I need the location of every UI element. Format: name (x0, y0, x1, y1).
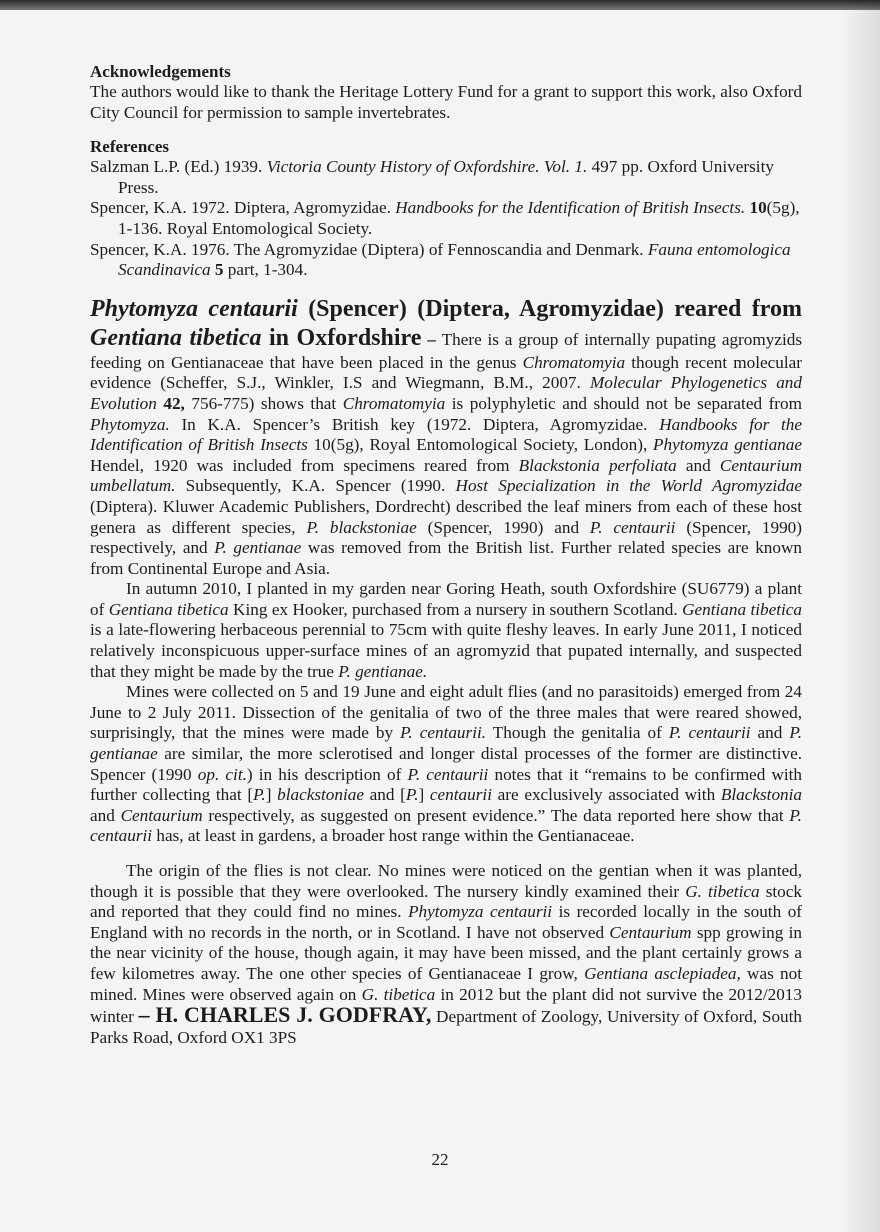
acknowledgements-heading: Acknowledgements (90, 62, 231, 81)
article-paragraph-1: Phytomyza centaurii (Spencer) (Diptera, Agromyzidae) reared from Gentiana tibetica in Oxfordshire – There is a group of internally pupating agromyzids feeding on Gentianaceae that have been placed in the genus Chromatomyia though recent molecular evidence (Scheffer, S.J., Winkler, I.S and Wiegmann, B.M., 2007. Molecular Phylogenetics and Evolution 42, 756-775) shows that Chromatomyia is polyphyletic and should not be separated from Phytomyza. In K.A. Spencer’s British key (1972. Diptera, Agromyzidae. Handbooks for the Identification of British Insects 10(5g), Royal Entomological Society, London), Phytomyza gentianae Hendel, 1920 was included from specimens reared from Blackstonia perfoliata and Centaurium umbellatum. Subsequently, K.A. Spencer (1990. Host Specialization in the World Agromyzidae (Diptera). Kluwer Academic Publishers, Dordrecht) described the leaf miners from each of these host genera as different species, P. blackstoniae (Spencer, 1990) and P. centaurii (Spencer, 1990) respectively, and P. gentianae was removed from the British list. Further related species are known from Continental Europe and Asia. (90, 295, 803, 578)
page-number: 22 (431, 1150, 449, 1169)
references-heading: References (90, 137, 169, 157)
reference-item: Salzman L.P. (Ed.) 1939. Victoria County History of Oxfordshire. Vol. 1. 497 pp. Oxford University Press. (90, 157, 774, 197)
article-title: Phytomyza centaurii (Spencer) (Diptera, Agromyzidae) reared from Gentiana tibetica in Oxfordshire (90, 295, 802, 351)
author-signature: – H. CHARLES J. GODFRAY, (138, 1002, 432, 1028)
article-paragraph-4: The origin of the flies is not clear. No mines were noticed on the gentian when it was planted, though it is possible that they were overlooked. The nursery kindly examined their G. tibetica stock and reported that they could find no mines. Phytomyza centaurii is recorded locally in the south of England with no records in the north, or in Scotland. I have not observed Centaurium spp growing in the near vicinity of the house, though again, it may have been missed, and the plant certainly grows a few kilometres away. The one other species of Gentianaceae I grow, Gentiana asclepiadea, was not mined. Mines were observed again on G. tibetica in 2012 but the plant did not survive the 2012/2013 winter – H. CHARLES J. GODFRAY, Department of Zoology, University of Oxford, South Parks Road, Oxford OX1 3PS (90, 861, 803, 1047)
page-gutter-shadow (840, 0, 880, 1232)
reference-item: Spencer, K.A. 1972. Diptera, Agromyzidae. Handbooks for the Identification of British Insects. 10(5g), 1-136. Royal Entomological Society. (90, 198, 800, 238)
article-paragraph-2: In autumn 2010, I planted in my garden near Goring Heath, south Oxfordshire (SU6779) a plant of Gentiana tibetica King ex Hooker, purchased from a nursery in southern Scotland. Gentiana tibetica is a late-flowering herbaceous perennial to 75cm with quite fleshy leaves. In early June 2011, I noticed relatively inconspicuous upper-surface mines of an agromyzid that pupated internally, and suspected that they might be made by the true P. gentianae. (90, 579, 803, 681)
reference-item: Spencer, K.A. 1976. The Agromyzidae (Diptera) of Fennoscandia and Denmark. Fauna entomologica Scandinavica 5 part, 1-304. (90, 239, 791, 280)
article-body (90, 295, 802, 1049)
journal-page (90, 62, 802, 1048)
article-paragraph-3: Mines were collected on 5 and 19 June and eight adult flies (and no parasitoids) emerged from 24 June to 2 July 2011. Dissection of the genitalia of two of the three males that were reared showed, surprisingly, that the mines were made by P. centaurii. Though the genitalia of P. centaurii and P. gentianae are similar, the more sclerotised and longer distal processes of the former are distinctive. Spencer (1990 op. cit.) in his description of P. centaurii notes that it “remains to be confirmed with further collecting that [P.] blackstoniae and [P.] centaurii are exclusively associated with Blackstonia and Centaurium respectively, as suggested on present evidence.” The data reported here show that P. centaurii has, at least in gardens, a broader host range within the Gentianaceae. (90, 682, 803, 846)
references-section (90, 137, 802, 281)
page-top-edge (0, 0, 880, 10)
acknowledgements-section (90, 62, 802, 123)
acknowledgements-text: The authors would like to thank the Heritage Lottery Fund for a grant to support this work, also Oxford City Council for permission to sample invertebrates. (90, 82, 802, 122)
author-affiliation: Department of Zoology, University of Oxford, South Parks Road, Oxford OX1 3PS (90, 1007, 802, 1047)
